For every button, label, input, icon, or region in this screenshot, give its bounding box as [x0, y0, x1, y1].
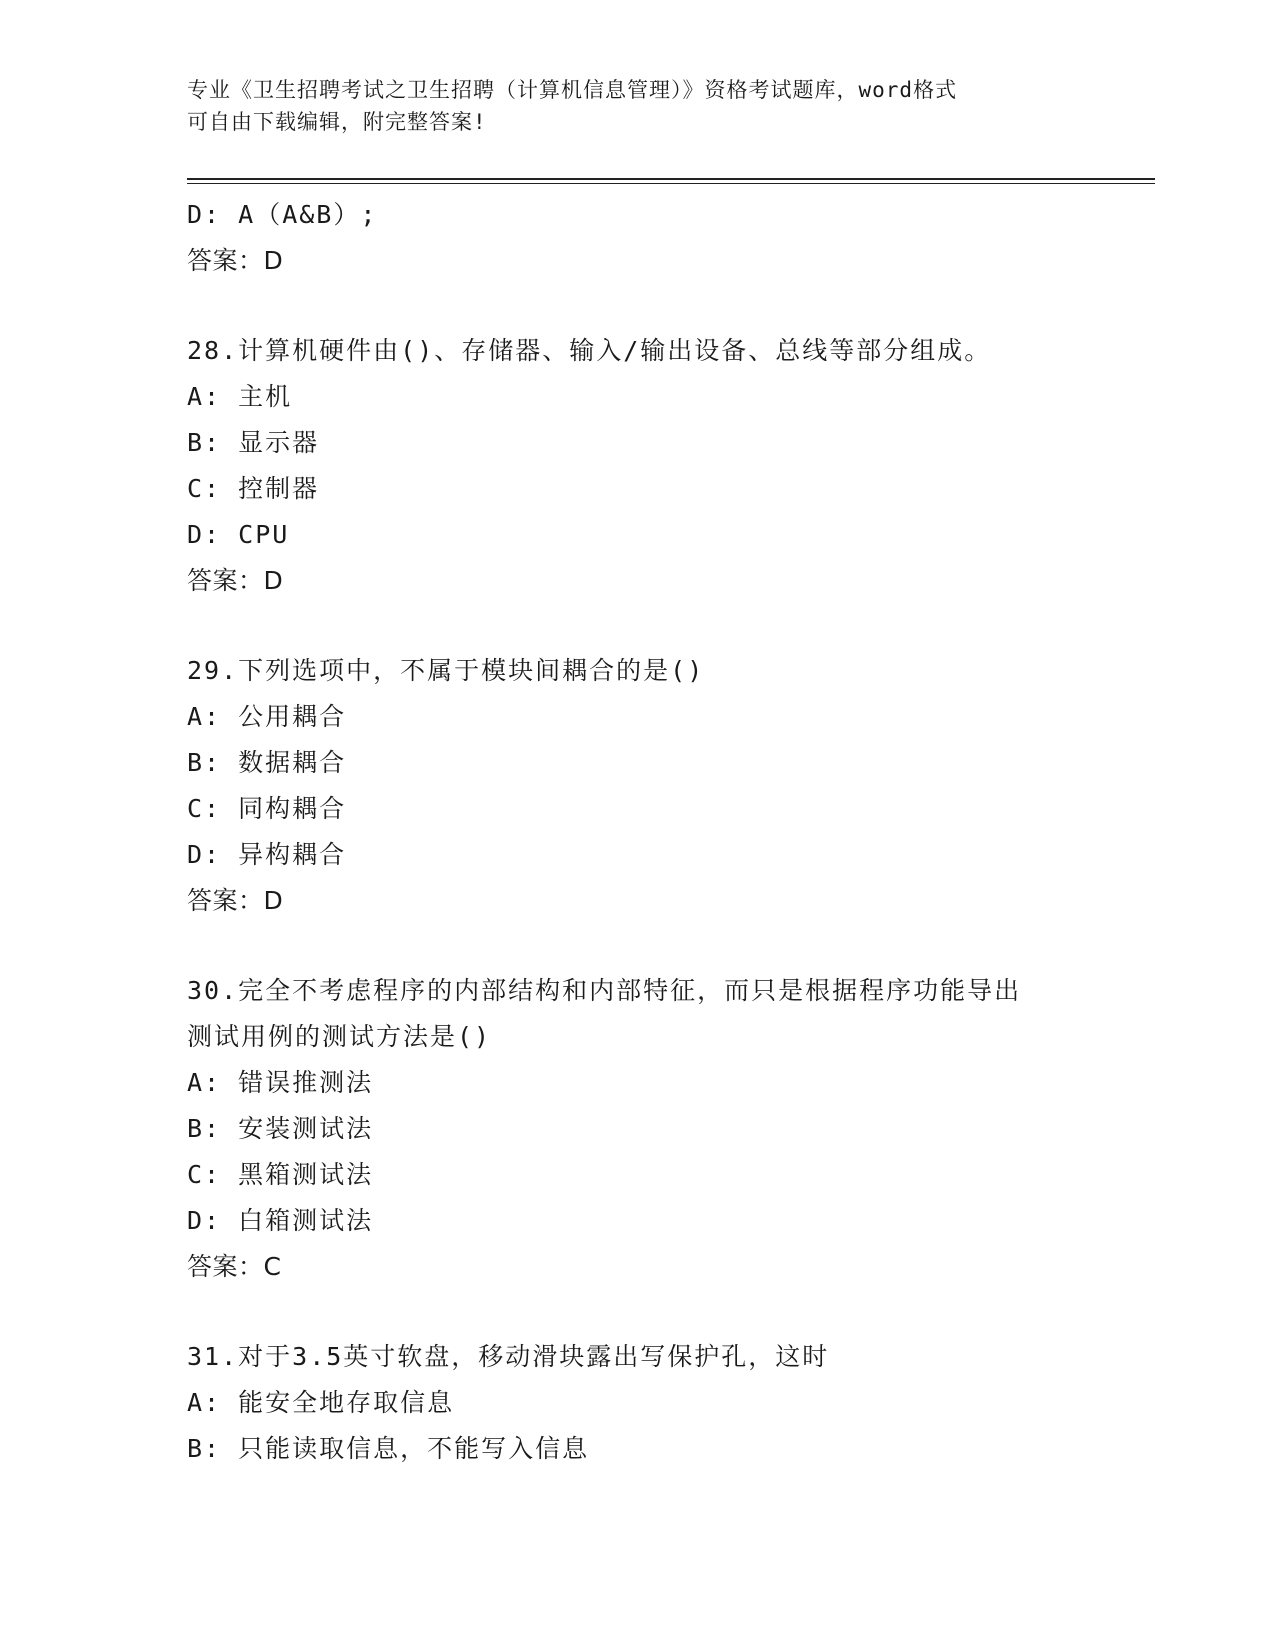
option-d: D: CPU: [187, 520, 290, 549]
question-30: [187, 968, 1107, 1290]
option-a: A: 公用耦合: [187, 702, 347, 731]
previous-question-tail: [187, 192, 1107, 284]
question-stem: 29.下列选项中，不属于模块间耦合的是(): [187, 656, 705, 685]
question-content: [187, 192, 1107, 1472]
spacer: [187, 284, 1107, 328]
answer-line: 答案：D: [187, 246, 284, 275]
question-stem: 30.完全不考虑程序的内部结构和内部特征，而只是根据程序功能导出: [187, 976, 1022, 1005]
header-divider: [187, 178, 1155, 184]
question-29: [187, 648, 1107, 924]
answer-line: 答案：D: [187, 566, 284, 595]
spacer: [187, 1290, 1107, 1334]
option-b: B: 显示器: [187, 428, 320, 457]
option-c: C: 同构耦合: [187, 794, 347, 823]
question-stem: 28.计算机硬件由()、存储器、输入/输出设备、总线等部分组成。: [187, 336, 992, 365]
option-b: B: 数据耦合: [187, 748, 347, 777]
option-a: A: 主机: [187, 382, 293, 411]
option-d: D: A（A&B）;: [187, 200, 378, 229]
option-d: D: 白箱测试法: [187, 1206, 374, 1235]
answer-line: 答案：C: [187, 1252, 282, 1281]
spacer: [187, 604, 1107, 648]
document-header: [187, 74, 1087, 138]
option-c: C: 控制器: [187, 474, 320, 503]
question-stem-continued: 测试用例的测试方法是(): [187, 1022, 492, 1051]
question-stem: 31.对于3.5英寸软盘，移动滑块露出写保护孔，这时: [187, 1342, 830, 1371]
question-28: [187, 328, 1107, 604]
header-line-2: 可自由下载编辑，附完整答案!: [187, 110, 487, 134]
option-c: C: 黑箱测试法: [187, 1160, 374, 1189]
option-a: A: 错误推测法: [187, 1068, 374, 1097]
option-a: A: 能安全地存取信息: [187, 1388, 455, 1417]
option-b: B: 安装测试法: [187, 1114, 374, 1143]
answer-line: 答案：D: [187, 886, 284, 915]
spacer: [187, 924, 1107, 968]
option-b: B: 只能读取信息，不能写入信息: [187, 1434, 590, 1463]
question-31: [187, 1334, 1107, 1472]
option-d: D: 异构耦合: [187, 840, 347, 869]
header-line-1: 专业《卫生招聘考试之卫生招聘（计算机信息管理）》资格考试题库，word格式: [187, 78, 958, 102]
